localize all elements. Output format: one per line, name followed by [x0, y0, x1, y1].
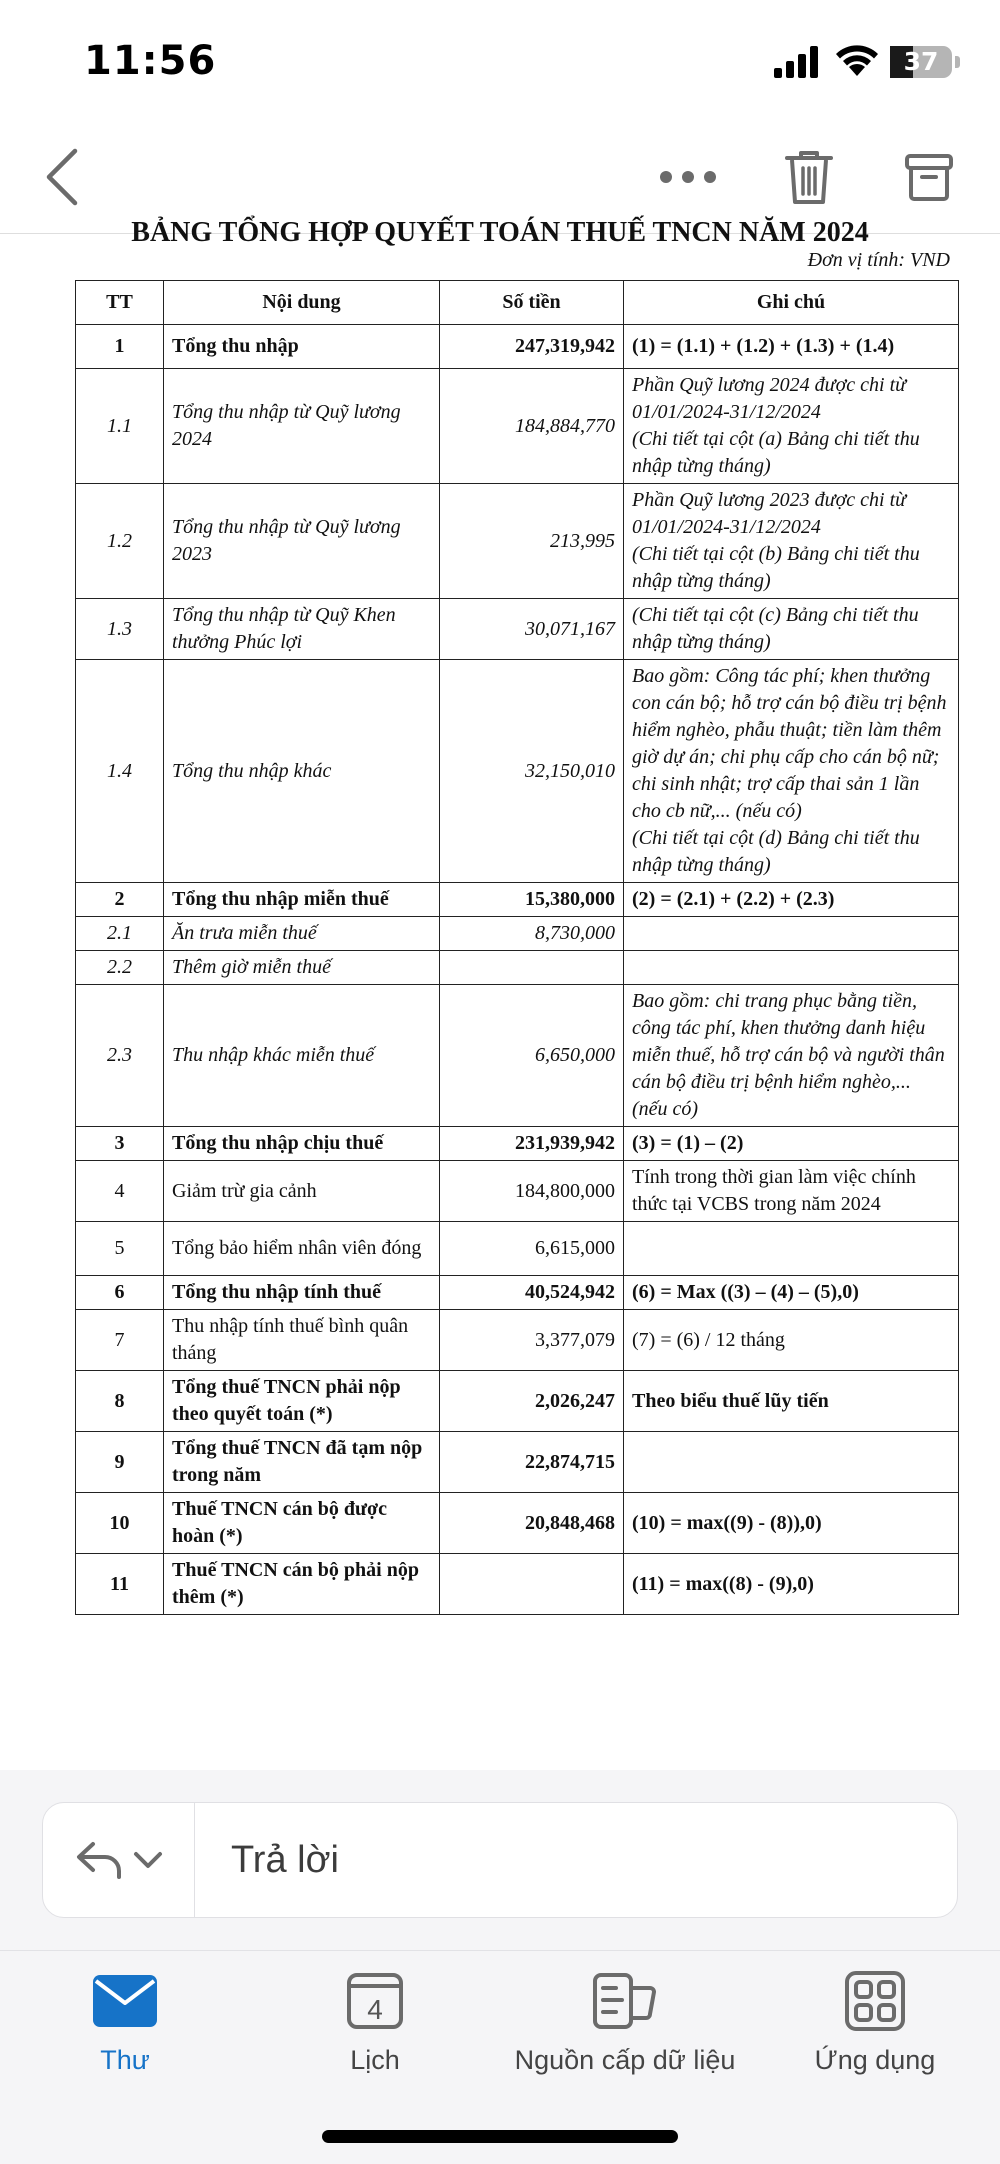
row-number: 2.1	[76, 917, 164, 951]
row-note: Theo biểu thuế lũy tiến	[624, 1371, 959, 1432]
row-number: 6	[76, 1276, 164, 1310]
row-note	[624, 917, 959, 951]
row-content: Thu nhập tính thuế bình quân tháng	[164, 1310, 440, 1371]
calendar-day-number: 4	[367, 1994, 383, 2025]
row-number: 1.1	[76, 369, 164, 484]
row-number: 1	[76, 325, 164, 369]
document-title: BẢNG TỔNG HỢP QUYẾT TOÁN THUẾ TNCN NĂM 2024	[131, 217, 869, 248]
table-row	[76, 1222, 959, 1276]
row-amount: 15,380,000	[440, 883, 624, 917]
header-note: Ghi chú	[624, 281, 959, 325]
row-content: Thuế TNCN cán bộ được hoàn (*)	[164, 1493, 440, 1554]
row-content: Thêm giờ miễn thuế	[164, 951, 440, 985]
row-amount: 32,150,010	[440, 660, 624, 883]
row-amount: 30,071,167	[440, 599, 624, 660]
table-row	[76, 599, 959, 660]
row-content: Tổng thu nhập khác	[164, 660, 440, 883]
table-row	[76, 1432, 959, 1493]
row-note: (2) = (2.1) + (2.2) + (2.3)	[624, 883, 959, 917]
row-note: (6) = Max ((3) – (4) – (5),0)	[624, 1276, 959, 1310]
delete-button[interactable]	[774, 140, 844, 214]
row-amount: 6,615,000	[440, 1222, 624, 1276]
row-content: Giảm trừ gia cảnh	[164, 1161, 440, 1222]
row-note: (3) = (1) – (2)	[624, 1127, 959, 1161]
reply-options-button[interactable]	[43, 1803, 195, 1917]
row-note	[624, 951, 959, 985]
row-content: Tổng thu nhập từ Quỹ Khen thưởng Phúc lợi	[164, 599, 440, 660]
row-note: Tính trong thời gian làm việc chính thức tại VCBS trong năm 2024	[624, 1161, 959, 1222]
row-number: 2.3	[76, 985, 164, 1127]
row-number: 1.3	[76, 599, 164, 660]
row-note: Phần Quỹ lương 2024 được chi từ 01/01/2024-31/12/2024 (Chi tiết tại cột (a) Bảng chi tiết thu nhập từng tháng)	[624, 369, 959, 484]
row-amount: 247,319,942	[440, 325, 624, 369]
row-content: Thuế TNCN cán bộ phải nộp thêm (*)	[164, 1554, 440, 1615]
row-number: 3	[76, 1127, 164, 1161]
tab-calendar[interactable]	[310, 1969, 440, 2109]
row-number: 2	[76, 883, 164, 917]
row-number: 1.4	[76, 660, 164, 883]
cellular-signal-icon	[774, 46, 820, 78]
row-number: 7	[76, 1310, 164, 1371]
status-time: 11:56	[84, 38, 217, 84]
row-content: Thu nhập khác miễn thuế	[164, 985, 440, 1127]
trash-icon	[784, 148, 834, 206]
row-amount: 184,884,770	[440, 369, 624, 484]
row-note: Phần Quỹ lương 2023 được chi từ 01/01/2024-31/12/2024 (Chi tiết tại cột (b) Bảng chi tiết thu nhập từng tháng)	[624, 484, 959, 599]
row-number: 8	[76, 1371, 164, 1432]
row-number: 2.2	[76, 951, 164, 985]
table-row	[76, 484, 959, 599]
row-amount	[440, 951, 624, 985]
header-tt: TT	[76, 281, 164, 325]
table-row	[76, 1310, 959, 1371]
tab-feed-label: Nguồn cấp dữ liệu	[514, 2045, 736, 2075]
chevron-left-icon	[45, 148, 79, 206]
row-amount: 213,995	[440, 484, 624, 599]
row-number: 9	[76, 1432, 164, 1493]
tab-mail-label: Thư	[100, 2045, 150, 2075]
row-content: Tổng thu nhập chịu thuế	[164, 1127, 440, 1161]
table-row	[76, 369, 959, 484]
row-number: 11	[76, 1554, 164, 1615]
row-content: Tổng thu nhập tính thuế	[164, 1276, 440, 1310]
row-amount: 2,026,247	[440, 1371, 624, 1432]
battery-tip	[955, 56, 960, 68]
mail-icon	[93, 1975, 157, 2027]
table-row	[76, 951, 959, 985]
table-row	[76, 1493, 959, 1554]
row-note: (Chi tiết tại cột (c) Bảng chi tiết thu nhập từng tháng)	[624, 599, 959, 660]
row-amount: 22,874,715	[440, 1432, 624, 1493]
archive-button[interactable]	[894, 140, 964, 214]
table-row	[76, 1161, 959, 1222]
row-note	[624, 1222, 959, 1276]
feed-icon	[592, 1972, 658, 2030]
row-note: Bao gồm: chi trang phục bằng tiền, công tác phí, khen thưởng danh hiệu miễn thuế, hỗ trợ cán bộ và người thân cán bộ điều trị bệnh hiểm nghèo,... (nếu có)	[624, 985, 959, 1127]
row-content: Ăn trưa miễn thuế	[164, 917, 440, 951]
row-note: (11) = max((8) - (9),0)	[624, 1554, 959, 1615]
row-amount: 40,524,942	[440, 1276, 624, 1310]
status-bar	[0, 0, 1000, 120]
row-content: Tổng thu nhập miễn thuế	[164, 883, 440, 917]
row-content: Tổng thu nhập từ Quỹ lương 2024	[164, 369, 440, 484]
document-unit: Đơn vị tính: VND	[807, 249, 950, 271]
row-content: Tổng thuế TNCN phải nộp theo quyết toán (*)	[164, 1371, 440, 1432]
table-row	[76, 883, 959, 917]
document-viewer[interactable]	[0, 217, 1000, 1770]
archive-icon	[904, 152, 954, 202]
row-note: (7) = (6) / 12 tháng	[624, 1310, 959, 1371]
row-amount: 3,377,079	[440, 1310, 624, 1371]
tab-mail[interactable]	[60, 1969, 190, 2109]
more-horizontal-icon	[658, 169, 718, 185]
table-row	[76, 660, 959, 883]
calendar-icon	[346, 1972, 404, 2030]
reply-bar	[0, 1770, 1000, 1950]
tab-apps-label: Ứng dụng	[814, 2045, 936, 2075]
reply-icon	[75, 1840, 123, 1880]
table-row	[76, 1371, 959, 1432]
row-note: Bao gồm: Công tác phí; khen thưởng con cán bộ; hỗ trợ cán bộ điều trị bệnh hiểm nghèo, phẫu thuật; tiền làm thêm giờ dự án; chi phụ cấp cho cán bộ nữ; chi sinh nhật; trợ cấp thai sản 1 lần cho cb nữ,... (nếu có) (Chi tiết tại cột (d) Bảng chi tiết thu nhập từng tháng)	[624, 660, 959, 883]
row-content: Tổng bảo hiểm nhân viên đóng	[164, 1222, 440, 1276]
row-amount: 184,800,000	[440, 1161, 624, 1222]
tax-settlement-table	[75, 280, 959, 1615]
table-row	[76, 1127, 959, 1161]
row-content: Tổng thu nhập từ Quỹ lương 2023	[164, 484, 440, 599]
reply-input[interactable]	[197, 1803, 937, 1917]
row-amount: 6,650,000	[440, 985, 624, 1127]
table-header-row	[76, 281, 959, 325]
row-number: 1.2	[76, 484, 164, 599]
row-note	[624, 1432, 959, 1493]
row-number: 10	[76, 1493, 164, 1554]
row-amount	[440, 1554, 624, 1615]
row-number: 4	[76, 1161, 164, 1222]
row-number: 5	[76, 1222, 164, 1276]
table-row	[76, 325, 959, 369]
table-row	[76, 917, 959, 951]
row-content: Tổng thu nhập	[164, 325, 440, 369]
tab-apps[interactable]	[800, 1969, 950, 2109]
table-body	[76, 325, 959, 1615]
more-options-button[interactable]	[650, 140, 726, 214]
header-amount: Số tiền	[440, 281, 624, 325]
header-content: Nội dung	[164, 281, 440, 325]
tab-feed[interactable]	[500, 1969, 750, 2109]
table-row	[76, 1554, 959, 1615]
table-row	[76, 985, 959, 1127]
row-amount: 20,848,468	[440, 1493, 624, 1554]
home-indicator	[322, 2130, 678, 2143]
row-note: (1) = (1.1) + (1.2) + (1.3) + (1.4)	[624, 325, 959, 369]
row-amount: 231,939,942	[440, 1127, 624, 1161]
row-note: (10) = max((9) - (8)),0)	[624, 1493, 959, 1554]
apps-grid-icon	[845, 1971, 905, 2031]
reply-box	[42, 1802, 958, 1918]
wifi-icon	[834, 44, 880, 78]
battery-indicator	[890, 46, 952, 78]
table-row	[76, 1276, 959, 1310]
chevron-down-icon	[133, 1851, 163, 1869]
back-button[interactable]	[30, 140, 94, 214]
row-content: Tổng thuế TNCN đã tạm nộp trong năm	[164, 1432, 440, 1493]
row-amount: 8,730,000	[440, 917, 624, 951]
battery-percent: 37	[903, 47, 939, 76]
tab-calendar-label: Lịch	[350, 2045, 400, 2075]
